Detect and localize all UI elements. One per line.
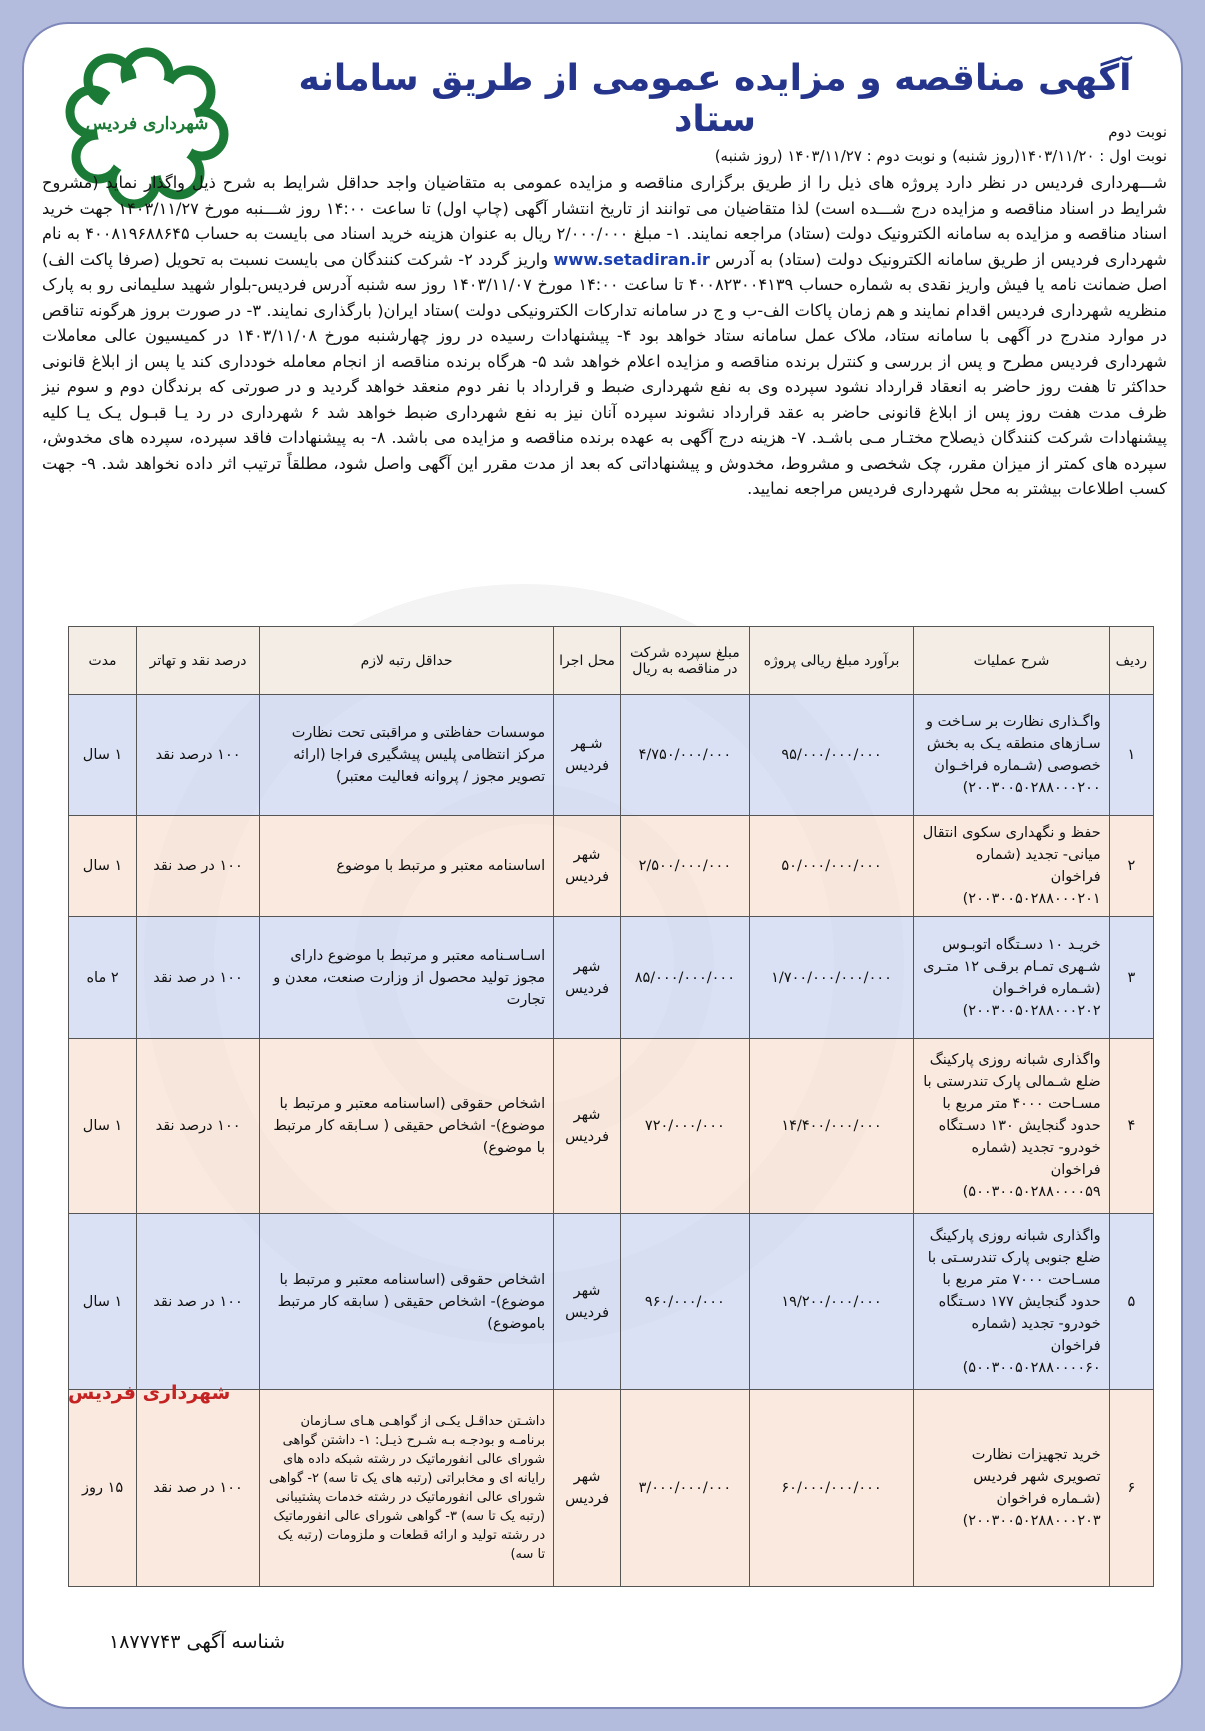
setad-website-link[interactable]: www.setadiran.ir bbox=[553, 249, 710, 269]
table-header-row bbox=[69, 627, 1154, 695]
round-label: نوبت دوم bbox=[1108, 123, 1167, 141]
cell-grade: اسـاسـنامه معتبر و مرتبط با موضوع دارای مجوز تولید محصول از وزارت صنعت، معدن و تجارت bbox=[260, 917, 554, 1039]
cell-duration: ۱۵ روز bbox=[69, 1390, 137, 1587]
cell-duration: ۱ سال bbox=[69, 1214, 137, 1390]
cell-grade: اساسنامه معتبر و مرتبط با موضوع bbox=[260, 816, 554, 917]
cell-percent: ۱۰۰ در صد نقد bbox=[137, 1214, 260, 1390]
cell-location: شهر فردیس bbox=[554, 1214, 621, 1390]
cell-desc: حفظ و نگهداری سکوی انتقال میانی- تجدید (شماره فراخوان ۲۰۰۳۰۰۵۰۲۸۸۰۰۰۲۰۱) bbox=[914, 816, 1109, 917]
cell-desc: واگـذاری نظارت بر سـاخت و سـازهای منطقه یـک به بخش خصوصی (شـماره فراخـوان ۲۰۰۳۰۰۵۰۲۸۸۰۰۰۲۰۰) bbox=[914, 695, 1109, 816]
cell-deposit: ۴/۷۵۰/۰۰۰/۰۰۰ bbox=[620, 695, 749, 816]
cell-location: شـهر فردیس bbox=[554, 695, 621, 816]
cell-deposit: ۹۶۰/۰۰۰/۰۰۰ bbox=[620, 1214, 749, 1390]
cell-idx: ۱ bbox=[1109, 695, 1153, 816]
cell-percent: ۱۰۰ در صد نقد bbox=[137, 1390, 260, 1587]
table-row bbox=[69, 1214, 1154, 1390]
table-row bbox=[69, 1039, 1154, 1214]
cell-percent: ۱۰۰ در صد نقد bbox=[137, 917, 260, 1039]
cell-estimate: ۱/۷۰۰/۰۰۰/۰۰۰/۰۰۰ bbox=[749, 917, 914, 1039]
cell-location: شهر فردیس bbox=[554, 1390, 621, 1587]
table-row bbox=[69, 1390, 1154, 1587]
cell-deposit: ۲/۵۰۰/۰۰۰/۰۰۰ bbox=[620, 816, 749, 917]
table-row bbox=[69, 917, 1154, 1039]
cell-grade: موسسات حفاظتی و مراقبتی تحت نظارت مرکز انتظامی پلیس پیشگیری فراجا (ارائه تصویر مجوز / پروانه فعالیت معتبر) bbox=[260, 695, 554, 816]
schedule-dates: نوبت اول : ۱۴۰۳/۱۱/۲۰(روز شنبه) و نوبت دوم : ۱۴۰۳/۱۱/۲۷ (روز شنبه) bbox=[714, 147, 1167, 165]
cell-desc: واگذاری شبانه روزی پارکینگ ضلع شـمالی پارک تندرستی با مسـاحت ۴۰۰۰ متر مربع با حدود گنجایش ۱۳۰ دسـتگاه خودرو- تجدید (شماره فراخوان ۵۰۰۳۰۰۵۰۲۸۸۰۰۰۰۵۹) bbox=[914, 1039, 1109, 1214]
cell-desc: خریـد ۱۰ دسـتگاه اتوبـوس شـهری تمـام برقـی ۱۲ متـری (شـماره فراخـوان ۲۰۰۳۰۰۵۰۲۸۸۰۰۰۲۰۲) bbox=[914, 917, 1109, 1039]
advertisement-id: شناسه آگهی ۱۸۷۷۷۴۳ bbox=[109, 1631, 285, 1653]
municipality-signature: شهرداری فردیس bbox=[68, 1382, 231, 1404]
cell-deposit: ۳/۰۰۰/۰۰۰/۰۰۰ bbox=[620, 1390, 749, 1587]
header-idx: ردیف bbox=[1109, 627, 1153, 695]
cell-percent: ۱۰۰ در صد نقد bbox=[137, 816, 260, 917]
cell-estimate: ۱۴/۴۰۰/۰۰۰/۰۰۰ bbox=[749, 1039, 914, 1214]
header-estimate: برآورد مبلغ ریالی پروژه bbox=[749, 627, 914, 695]
cell-grade: اشخاص حقوقی (اساسنامه معتبر و مرتبط با موضوع)- اشخاص حقیقی ( سـابقه کار مرتبط با موضوع) bbox=[260, 1039, 554, 1214]
header-duration: مدت bbox=[69, 627, 137, 695]
cell-duration: ۱ سال bbox=[69, 1039, 137, 1214]
header-location: محل اجرا bbox=[554, 627, 621, 695]
cell-estimate: ۹۵/۰۰۰/۰۰۰/۰۰۰ bbox=[749, 695, 914, 816]
cell-deposit: ۷۲۰/۰۰۰/۰۰۰ bbox=[620, 1039, 749, 1214]
cell-idx: ۶ bbox=[1109, 1390, 1153, 1587]
header-deposit: مبلغ سپرده شرکت در مناقصه به ریال bbox=[620, 627, 749, 695]
header-percent: درصد نقد و تهاتر bbox=[137, 627, 260, 695]
cell-desc: خرید تجهیزات نظارت تصویری شهر فردیس (شـماره فراخوان ۲۰۰۳۰۰۵۰۲۸۸۰۰۰۲۰۳) bbox=[914, 1390, 1109, 1587]
header-grade: حداقل رتبه لازم bbox=[260, 627, 554, 695]
cell-estimate: ۱۹/۲۰۰/۰۰۰/۰۰۰ bbox=[749, 1214, 914, 1390]
cell-estimate: ۶۰/۰۰۰/۰۰۰/۰۰۰ bbox=[749, 1390, 914, 1587]
cell-grade: اشخاص حقوقی (اساسنامه معتبر و مرتبط با موضوع)- اشخاص حقیقی ( سابقه کار مرتبط باموضوع) bbox=[260, 1214, 554, 1390]
cell-deposit: ۸۵/۰۰۰/۰۰۰/۰۰۰ bbox=[620, 917, 749, 1039]
cell-location: شهر فردیس bbox=[554, 1039, 621, 1214]
cell-idx: ۵ bbox=[1109, 1214, 1153, 1390]
header-desc: شرح عملیات bbox=[914, 627, 1109, 695]
logo-inscription: شهرداری فردیس bbox=[85, 114, 209, 134]
cell-location: شهر فردیس bbox=[554, 816, 621, 917]
announcement-text-part2: واریز گردد ۲- شرکت کنندگان می بایست نسبت به تحویل (صرفا پاکت الف) اصل ضمانت نامه یا فیش واریز نقدی به شماره حساب ۴۰۰۸۲۳۰۰۴۱۳۹ تا ساعت ۱۴:۰۰ مورخ ۱۴۰۳/۱۱/۰۷ روز سه شنبه آدرس فردیس-بلوار شهید سلیمانی رو به پارک منظریه شهرداری فردیس اقدام نمایند و هم زمان پاکات الف-ب و ج در سامانه تدارکات الکترونیکی دولت )ستاد ایران( بارگذاری نمایند. ۳- در صورت بروز هرگونه تناقص در موارد مندرج در آگهی با سامانه ستاد، ملاک عمل سامانه ستاد خواهد بود ۴- پیشنهادات رسیده در روز چهارشنبه مورخ ۱۴۰۳/۱۱/۰۸ در کمیسیون عالی معاملات شهرداری فردیس مطرح و پس از بررسی و کنترل برنده مناقصه و مزایده اعلام خواهد شد ۵- هرگاه برنده مناقصه از انجام معامله خودداری کند یا پس از ابلاغ قانونی حداکثر تا هفت روز حاضر به انعقاد قرارداد نشود سپرده وی به نفع شهرداری ضبط و قرارداد با نفر دوم منعقد خواهد گردید و در صورتی که برندگان دوم و سوم نیز ظرف مدت هفت روز پس از ابلاغ قانونی حاضر به عقد قرارداد نشوند سپرده آنان نیز به نفع شهرداری ضبط خواهد شد ۶ شهرداری در رد یـا قبـول یـک یـا کلیه پیشنهادات شرکت کنندگان ذیصلاح مختـار مـی باشـد. ۷- هزینه درج آگهی به عهده برنده مناقصه و مزایده می باشد. ۸- به پیشنهادات فاقد سپرده، سپرده های مخدوش، سپرده های کمتر از میزان مقرر، چک شخصی و مشروط، مخدوش و پیشنهاداتی که بعد از مدت مقرر این آگهی واصل شود، مطلقاً ترتیب اثر داده نخواهد شد. ۹- جهت کسب اطلاعات بیشتر به محل شهرداری فردیس مراجعه نمایید. bbox=[42, 249, 1167, 498]
cell-idx: ۴ bbox=[1109, 1039, 1153, 1214]
publication-schedule bbox=[267, 120, 1167, 168]
cell-idx: ۲ bbox=[1109, 816, 1153, 917]
cell-estimate: ۵۰/۰۰۰/۰۰۰/۰۰۰ bbox=[749, 816, 914, 917]
cell-percent: ۱۰۰ درصد نقد bbox=[137, 695, 260, 816]
table-row bbox=[69, 816, 1154, 917]
cell-duration: ۱ سال bbox=[69, 695, 137, 816]
cell-duration: ۲ ماه bbox=[69, 917, 137, 1039]
cell-desc: واگذاری شبانه روزی پارکینگ ضلع جنوبی پارک تندرسـتی با مسـاحت ۷۰۰۰ متر مربع با حدود گنجایش ۱۷۷ دسـتگاه خودرو- تجدید (شماره فراخوان ۵۰۰۳۰۰۵۰۲۸۸۰۰۰۰۶۰) bbox=[914, 1214, 1109, 1390]
cell-idx: ۳ bbox=[1109, 917, 1153, 1039]
page-title: آگهی مناقصه و مزایده عمومی از طریق سامانه ستاد bbox=[298, 58, 1132, 140]
announcement-body bbox=[42, 170, 1167, 502]
cell-grade: داشـتن حداقـل یکـی از گواهـی هـای سـازمان برنامـه و بودجـه بـه شـرح ذیـل: ۱- داشتن گواهی شورای عالی انفورماتیک در رشته شبکه داده های رایانه ای و مخابراتی (رتبه های یک تا سه) ۲- گواهی شورای عالی انفورماتیک در رشته خدمات پشتیبانی (رتبه یک تا سه) ۳- گواهی شورای عالی انفورماتیک در رشته تولید و ارائه قطعات و ملزومات (رتبه یک تا سه) bbox=[260, 1390, 554, 1587]
cell-percent: ۱۰۰ درصد نقد bbox=[137, 1039, 260, 1214]
cell-location: شهر فردیس bbox=[554, 917, 621, 1039]
table-row bbox=[69, 695, 1154, 816]
cell-duration: ۱ سال bbox=[69, 816, 137, 917]
announcement-text-part1: شـــهرداری فردیس در نظر دارد پروژه های ذیل را از طریق برگزاری مناقصه و مزایده عمومی به متقاضیان واجد حداقل شرایط به شرح ذیل واگذار نماید (مشروح شرایط در اسناد مناقصه و مزایده درج شـــده است) لذا متقاضیان می توانند از تاریخ انتشار آگهی (چاپ اول) تا ساعت ۱۴:۰۰ روز شـــنبه مورخ ۱۴۰۳/۱۱/۲۷ جهت خرید اسناد مناقصه و مزایده به سامانه الکترونیک دولت (ستاد) مراجعه نمایند. ۱- مبلغ ۲/۰۰۰/۰۰۰ ریال به عنوان هزینه خرید اسناد می بایست به حساب ۴۰۰۸۱۹۶۸۸۶۴۵ به نام شهرداری فردیس از طریق سامانه الکترونیک دولت (ستاد) به آدرس bbox=[42, 173, 1167, 269]
tender-table bbox=[68, 626, 1154, 1587]
